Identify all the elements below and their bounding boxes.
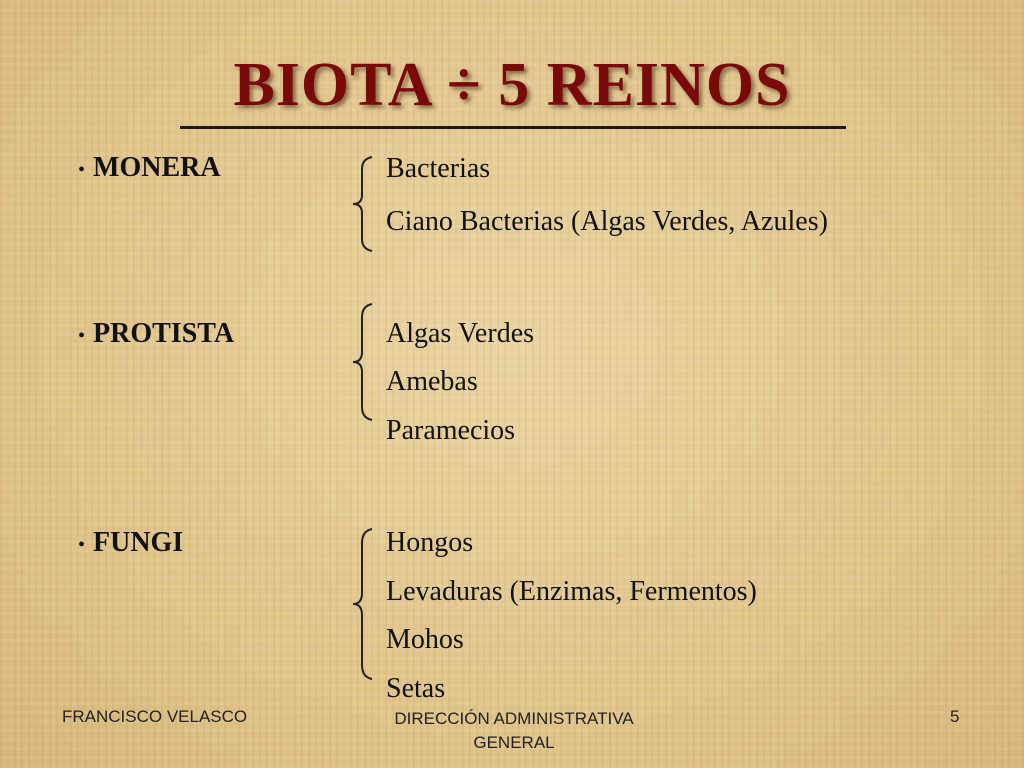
item-hongos: Hongos [386, 527, 474, 558]
slide-title: BIOTA ÷ 5 REINOS [233, 51, 791, 119]
item-setas: Setas [386, 673, 446, 704]
item-amebas: Amebas [386, 366, 478, 397]
item-levaduras: Levaduras (Enzimas, Fermentos) [386, 576, 757, 607]
kingdom-label: PROTISTA [93, 318, 235, 349]
item-mohos: Mohos [386, 624, 464, 655]
page-number: 5 [950, 707, 960, 726]
kingdom-label: FUNGI [93, 527, 184, 558]
brace-icon [350, 527, 376, 681]
item-paramecios: Paramecios [386, 415, 516, 446]
kingdom-label: MONERA [93, 152, 221, 183]
item-ciano-bacterias: Ciano Bacterias (Algas Verdes, Azules) [386, 206, 828, 237]
bullet-icon: • [78, 159, 86, 181]
brace-icon [350, 155, 376, 253]
kingdom-protista [78, 318, 234, 350]
title-underline [180, 126, 846, 129]
footer-department: DIRECCIÓN ADMINISTRATIVA GENERAL [394, 709, 634, 752]
kingdom-fungi [78, 527, 183, 559]
item-algas-verdes: Algas Verdes [386, 318, 535, 349]
footer-author: FRANCISCO VELASCO [62, 707, 248, 726]
kingdom-monera [78, 152, 221, 184]
bullet-icon: • [78, 534, 86, 556]
item-bacterias: Bacterias [386, 153, 491, 184]
bullet-icon: • [78, 325, 86, 347]
brace-icon [350, 302, 376, 422]
